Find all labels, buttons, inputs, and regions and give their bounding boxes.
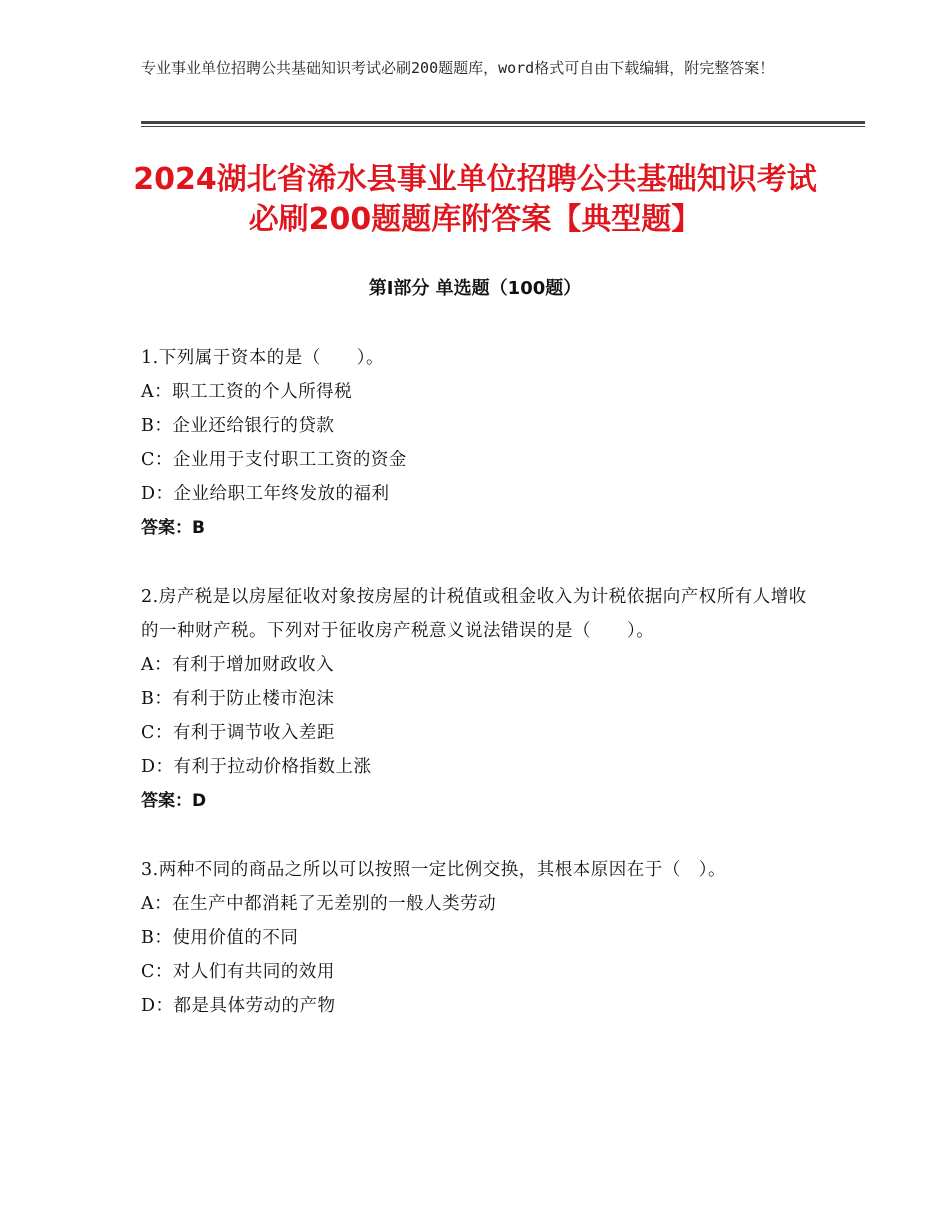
option-b: B：有利于防止楼市泡沫 xyxy=(141,689,335,709)
question-stem: 3.两种不同的商品之所以可以按照一定比例交换，其根本原因在于（ ）。 xyxy=(141,860,726,880)
page-header-text: 专业事业单位招聘公共基础知识考试必刷200题题库，word格式可自由下载编辑，附完整答案！ xyxy=(141,59,775,77)
question-stem: 2.房产税是以房屋征收对象按房屋的计税值或租金收入为计税依据向产权所有人增收的一种财产税。下列对于征收房产税意义说法错误的是（ ）。 xyxy=(141,587,807,641)
question-list xyxy=(141,341,809,1058)
option-a: A：在生产中都消耗了无差别的一般人类劳动 xyxy=(141,894,497,914)
option-d: D：都是具体劳动的产物 xyxy=(141,996,336,1016)
answer-label: 答案：D xyxy=(141,791,207,811)
option-a: A：有利于增加财政收入 xyxy=(141,655,335,675)
document-title: 2024湖北省浠水县事业单位招聘公共基础知识考试必刷200题题库附答案【典型题】 xyxy=(133,162,817,237)
option-a: A：职工工资的个人所得税 xyxy=(141,382,353,402)
option-c: C：企业用于支付职工工资的资金 xyxy=(141,450,407,470)
header-divider xyxy=(141,121,865,127)
option-d: D：有利于拉动价格指数上涨 xyxy=(141,757,372,777)
answer-label: 答案：B xyxy=(141,518,205,538)
question-3 xyxy=(141,853,809,1023)
option-b: B：企业还给银行的贷款 xyxy=(141,416,335,436)
question-stem: 1.下列属于资本的是（ ）。 xyxy=(141,348,384,368)
question-1 xyxy=(141,341,809,545)
option-b: B：使用价值的不同 xyxy=(141,928,299,948)
option-c: C：对人们有共同的效用 xyxy=(141,962,335,982)
question-2 xyxy=(141,580,809,818)
option-d: D：企业给职工年终发放的福利 xyxy=(141,484,390,504)
section-heading: 第Ⅰ部分 单选题（100题） xyxy=(368,278,582,299)
option-c: C：有利于调节收入差距 xyxy=(141,723,335,743)
